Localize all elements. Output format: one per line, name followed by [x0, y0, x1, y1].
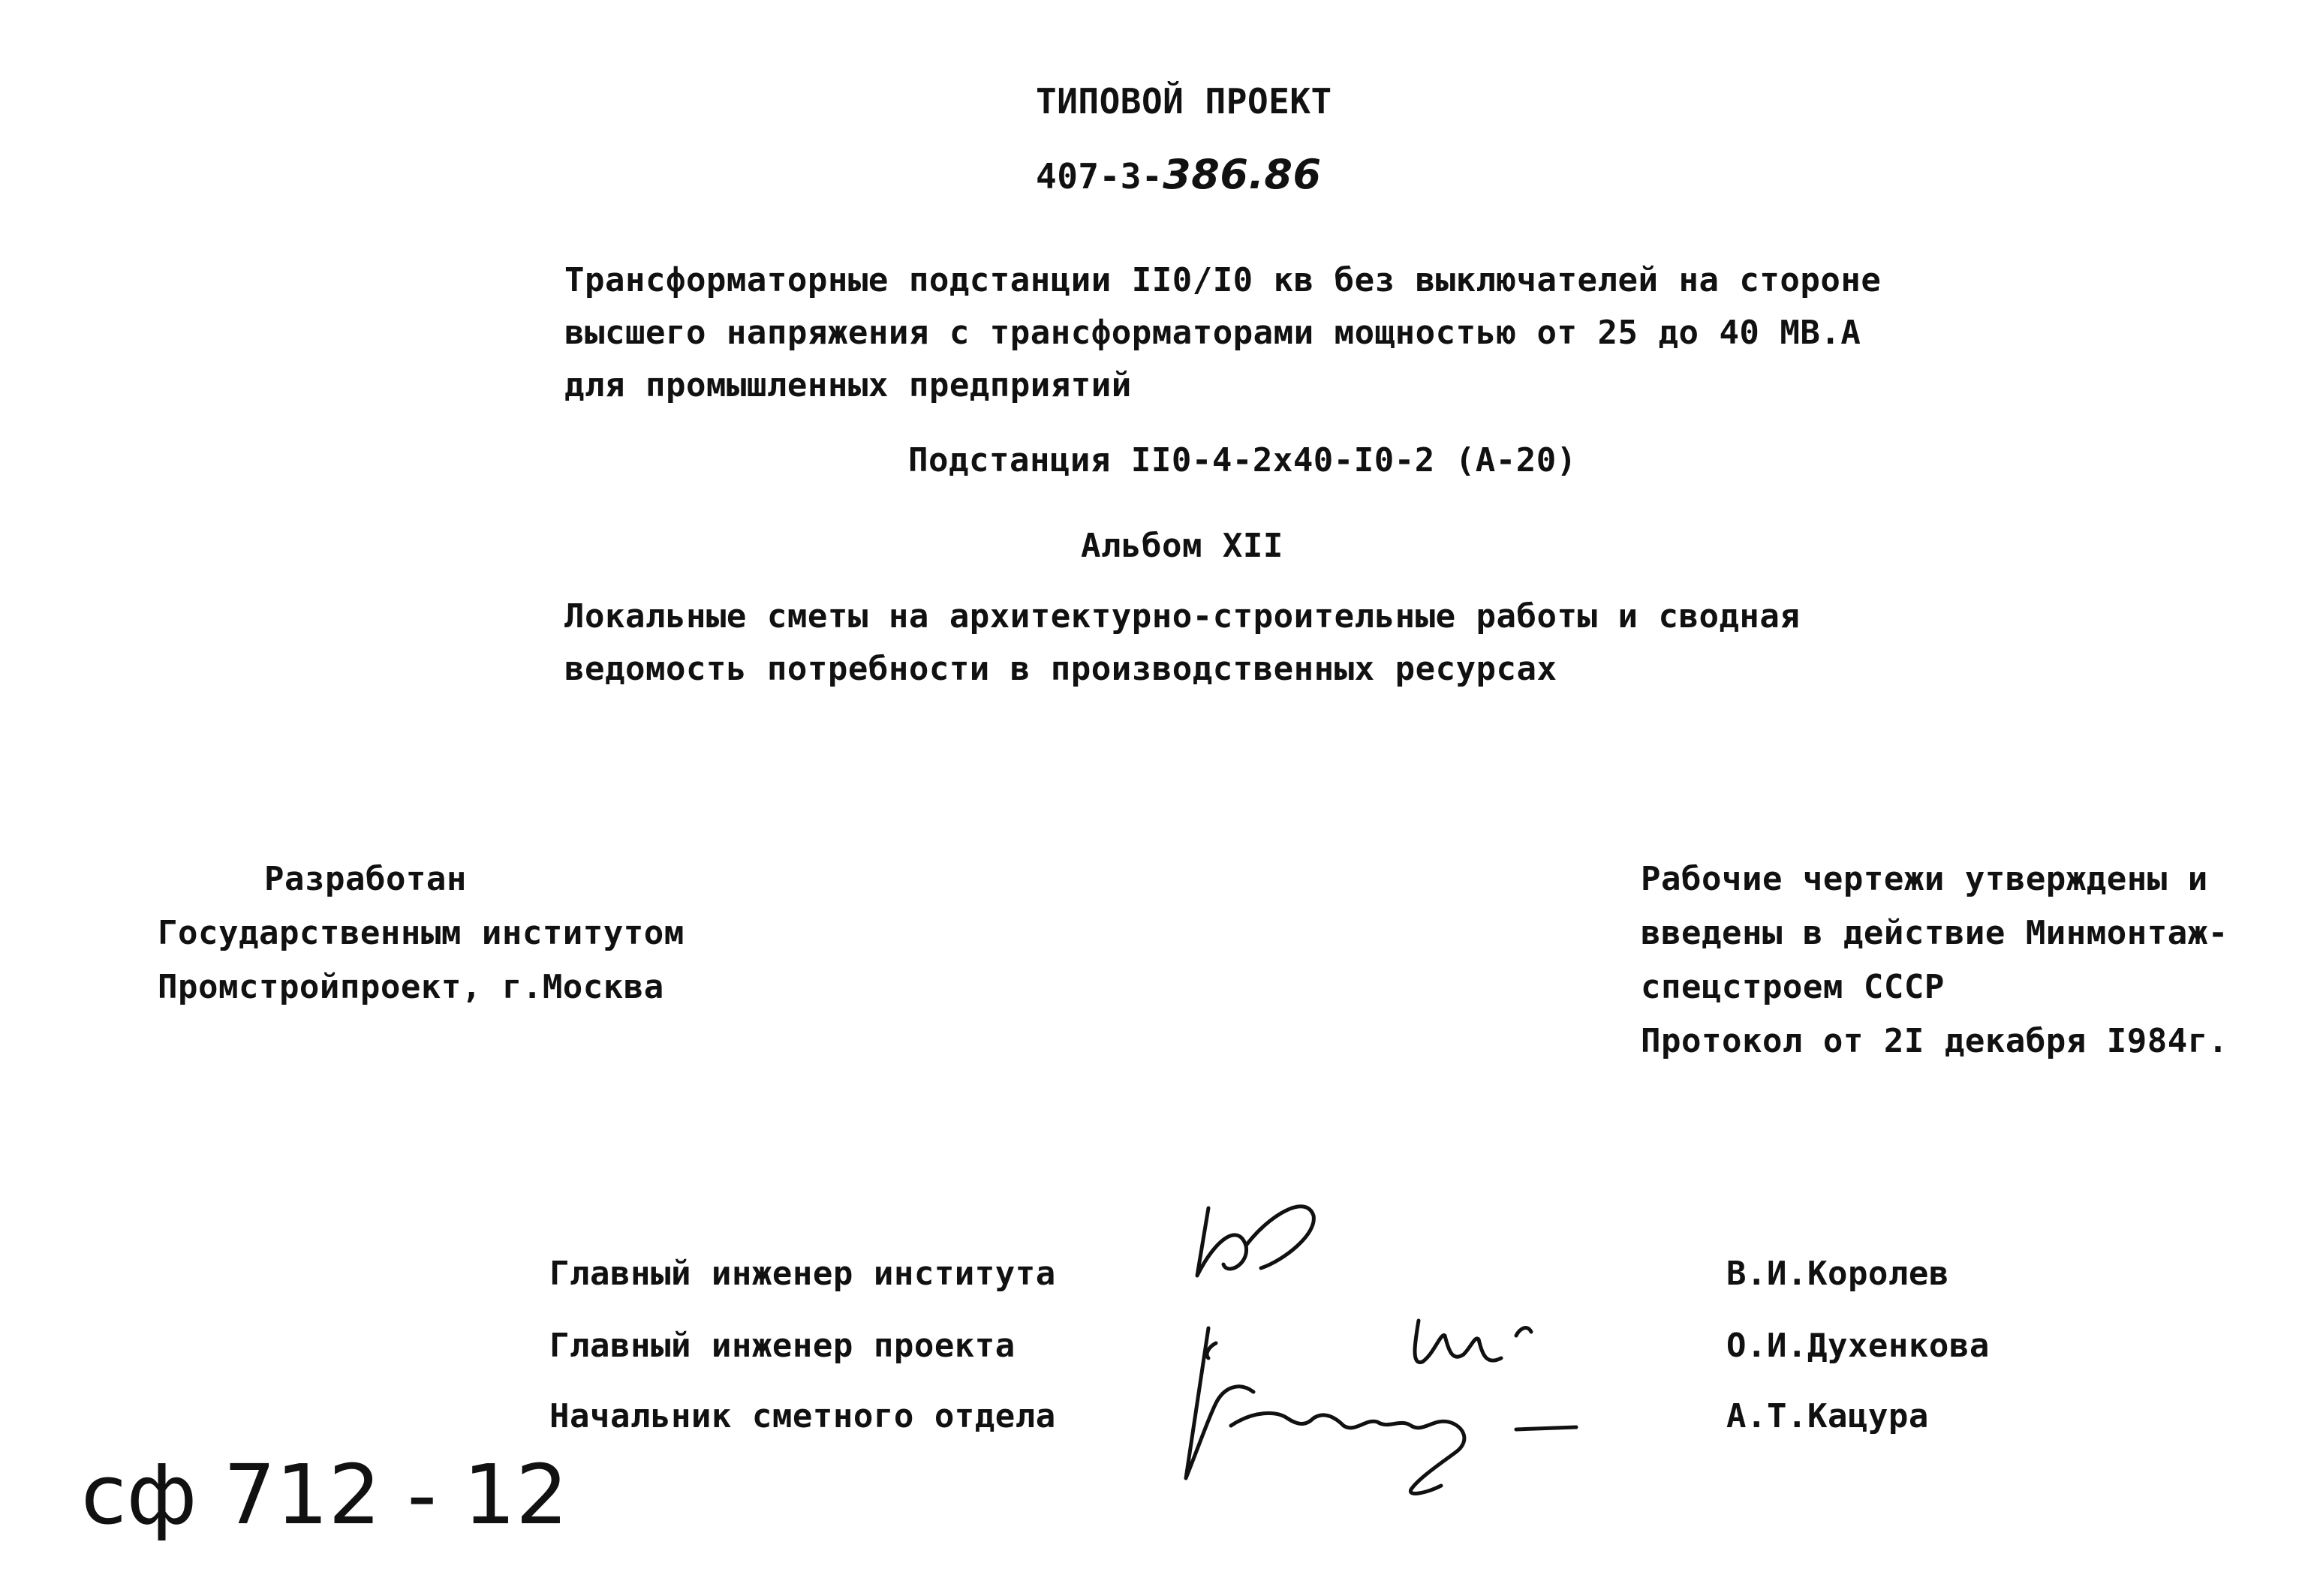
title-line: высшего напряжения с трансформаторами мощностью от 25 до 40 МВ.А: [564, 314, 1861, 352]
developer-line: Промстройпроект, г.Москва: [158, 968, 664, 1006]
approval-line: введены в действие Минмонтаж-: [1641, 914, 2228, 952]
album-label: Альбом XII: [1081, 527, 1283, 565]
handwritten-signatures: [1156, 1193, 1606, 1508]
signature-stroke: [1516, 1427, 1576, 1429]
project-number: [1036, 151, 1322, 198]
signature-stroke: [1197, 1208, 1247, 1276]
project-number-printed: 407-3-: [1036, 156, 1163, 197]
developer-line: Государственным институтом: [158, 914, 685, 952]
signature-stroke: [1410, 1422, 1464, 1493]
signature-stroke: [1246, 1207, 1313, 1268]
description-line: Локальные сметы на архитектурно-строительные работы и сводная: [564, 597, 1801, 636]
title-line: для промышленных предприятий: [564, 366, 1132, 404]
approval-line: Протокол от 2I декабря I984г.: [1641, 1022, 2228, 1060]
signatory-name: О.И.Духенкова: [1726, 1327, 1990, 1365]
developer-line: Разработан: [264, 860, 467, 898]
signatory-name: А.Т.Кацура: [1726, 1397, 1929, 1435]
signature-stroke: [1207, 1343, 1216, 1358]
substation-label: Подстанция II0-4-2x40-I0-2 (А-20): [908, 441, 1577, 479]
description-line: ведомость потребности в производственных ресурсах: [564, 650, 1557, 688]
title-line: Трансформаторные подстанции II0/I0 кв без выключателей на стороне: [564, 261, 1882, 299]
signatory-position: Главный инженер института: [549, 1255, 1056, 1293]
signature-stroke: [1231, 1413, 1449, 1427]
signature-stroke: [1415, 1321, 1501, 1363]
project-type-label: ТИПОВОЙ ПРОЕКТ: [1036, 81, 1332, 122]
approval-line: спецстроем СССР: [1641, 968, 1945, 1006]
approval-line: Рабочие чертежи утверждены и: [1641, 860, 2208, 898]
inventory-mark: сф 712 - 12: [81, 1447, 569, 1543]
project-number-handwritten: 386.86: [1163, 151, 1322, 198]
signature-stroke: [1516, 1328, 1531, 1336]
signatory-position: Главный инженер проекта: [549, 1327, 1016, 1365]
signature-stroke: [1186, 1328, 1253, 1478]
signatory-name: В.И.Королев: [1726, 1255, 1949, 1293]
signatory-position: Начальник сметного отдела: [549, 1397, 1056, 1435]
